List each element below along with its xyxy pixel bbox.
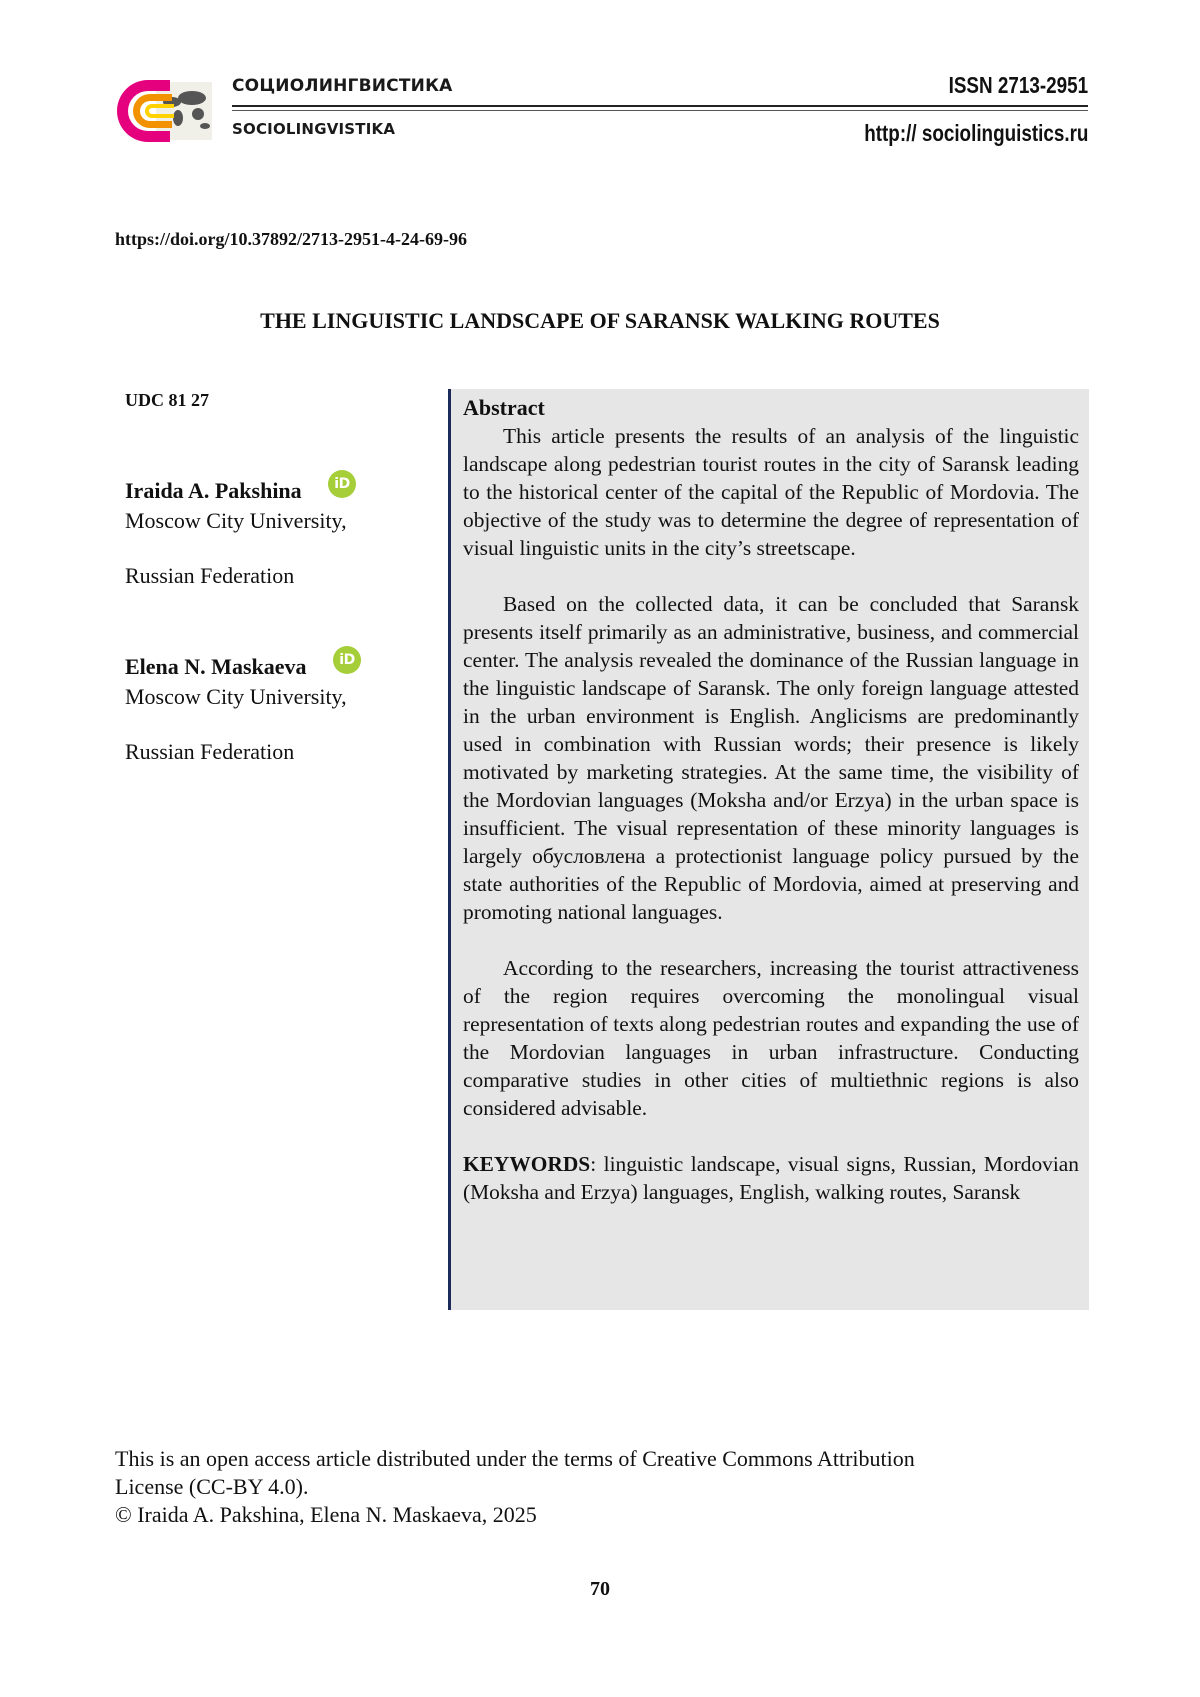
journal-website-link[interactable]: http:// sociolinguistics.ru	[863, 120, 1088, 146]
abstract-box	[448, 389, 1089, 1310]
journal-logo	[112, 74, 214, 148]
header-rule-thin	[232, 110, 1088, 111]
author-name-1: Iraida A. Pakshina	[125, 478, 302, 503]
abstract-paragraph-2: Based on the collected data, it can be concluded that Saransk presents itself primarily as an administrative, business, and commercial center. The analysis revealed the dominance of the Russian language in the linguistic landscape of Saransk. The only foreign language attested in the urban environment is English. Anglicisms are predominantly used in combination with Russian words; their presence is likely motivated by marketing strategies. At the same time, the visibility of the Mordovian languages (Moksha and/or Erzya) in the urban space is insufficient. The visual representation of these minority languages is largely обусловлена a protectionist language policy pursued by the state authorities of the Republic of Mordovia, aimed at preserving and promoting national languages.	[463, 592, 1079, 924]
author-university-2: Moscow City University,	[125, 684, 347, 709]
article-title: THE LINGUISTIC LANDSCAPE OF SARANSK WALKING ROUTES	[260, 308, 940, 333]
orcid-icon[interactable]: iD	[333, 646, 361, 674]
page-number: 70	[590, 1578, 610, 1600]
keywords-label: KEYWORDS	[463, 1152, 591, 1176]
udc-code: UDC 81 27	[125, 390, 209, 410]
license-line-1: This is an open access article distributed under the terms of Creative Commons Attribution	[115, 1446, 915, 1471]
orcid-icon[interactable]: iD	[328, 470, 356, 498]
keywords	[463, 1150, 1079, 1206]
abstract-heading: Abstract	[463, 395, 545, 420]
journal-title-ru: СОЦИОЛИНГВИСТИКА	[232, 76, 453, 96]
license-notice	[115, 1445, 1015, 1529]
author-country-1: Russian Federation	[125, 563, 295, 588]
author-university-1: Moscow City University,	[125, 508, 347, 533]
journal-title-en: SOCIOLINGVISTIKA	[232, 120, 396, 138]
abstract-paragraph-1: This article presents the results of an analysis of the linguistic landscape along pedestrian tourist routes in the city of Saransk leading to the historical center of the capital of the Republic of Mordovia. The objective of the study was to determine the degree of representation of visual linguistic units in the city’s streetscape.	[463, 424, 1079, 560]
doi-link[interactable]: https://doi.org/10.37892/2713-2951-4-24-69-96	[115, 229, 467, 249]
keywords-text: : linguistic landscape, visual signs, Russian, Mordovian (Moksha and Erzya) languages, English, walking routes, Saransk	[463, 1152, 1079, 1204]
author-country-2: Russian Federation	[125, 739, 295, 764]
header-rule	[232, 105, 1088, 107]
copyright: © Iraida A. Pakshina, Elena N. Maskaeva, 2025	[115, 1502, 537, 1527]
issn: ISSN 2713-2951	[948, 72, 1088, 98]
abstract-paragraph-3: According to the researchers, increasing the tourist attractiveness of the region requires overcoming the monolingual visual representation of texts along pedestrian routes and expanding the use of the Mordovian languages in urban infrastructure. Conducting comparative studies in other cities of multiethnic regions is also considered advisable.	[463, 956, 1079, 1120]
license-line-2: License (CC-BY 4.0).	[115, 1474, 309, 1499]
author-name-2: Elena N. Maskaeva	[125, 654, 307, 679]
